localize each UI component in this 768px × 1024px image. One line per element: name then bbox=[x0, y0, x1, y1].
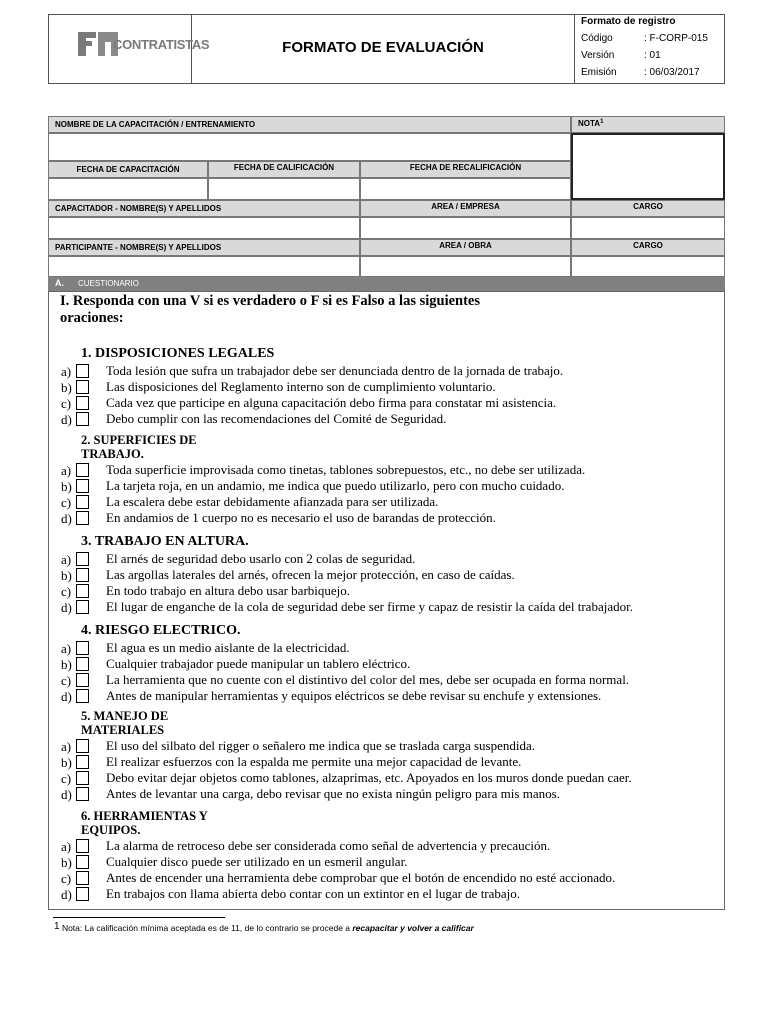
question-letter: b) bbox=[61, 568, 72, 583]
answer-box[interactable] bbox=[76, 641, 89, 655]
question-letter: b) bbox=[61, 855, 72, 870]
question-text: En trabajos con llama abierta debo contar con un extintor en el lugar de trabajo. bbox=[106, 886, 521, 901]
registro-value-version: : 01 bbox=[644, 50, 661, 61]
answer-box[interactable] bbox=[76, 364, 89, 378]
question-text: El realizar esfuerzos con la espalda me permite una mejor capacidad de levante. bbox=[106, 754, 522, 769]
fecha-recalificacion-field[interactable] bbox=[360, 178, 571, 200]
question-text: El uso del silbato del rigger o señalero me indica que se traslada carga suspendida. bbox=[106, 738, 535, 753]
answer-box[interactable] bbox=[76, 396, 89, 410]
question-text: Antes de encender una herramienta debe comprobar que el botón de encendido no esté accionado. bbox=[106, 870, 616, 885]
question-text: El arnés de seguridad debo usarlo con 2 colas de seguridad. bbox=[106, 551, 416, 566]
question-letter: c) bbox=[61, 584, 72, 599]
answer-box[interactable] bbox=[76, 568, 89, 582]
question-letter: d) bbox=[61, 412, 72, 427]
section-letter: A. bbox=[55, 278, 64, 288]
answer-box[interactable] bbox=[76, 887, 89, 901]
question-text: La tarjeta roja, en un andamio, me indica que puedo utilizarlo, pero con mucho cuidado. bbox=[106, 478, 565, 493]
question-letter: a) bbox=[61, 839, 72, 854]
answer-box[interactable] bbox=[76, 463, 89, 477]
registro-value-codigo: : F-CORP-015 bbox=[644, 33, 708, 44]
footnote bbox=[54, 923, 474, 934]
question-text: Las disposiciones del Reglamento interno son de cumplimiento voluntario. bbox=[106, 379, 496, 394]
area-obra-label: AREA / OBRA bbox=[360, 239, 571, 256]
answer-box[interactable] bbox=[76, 787, 89, 801]
answer-box[interactable] bbox=[76, 380, 89, 394]
question-group-title: 1. DISPOSICIONES LEGALES bbox=[81, 346, 275, 361]
question-text: Toda superficie improvisada como tinetas, tablones sobrepuestos, etc., no debe ser utilizada. bbox=[106, 462, 586, 477]
footnote-emphasis: recapacitar y volver a calificar bbox=[352, 923, 474, 933]
section-bar bbox=[48, 277, 725, 291]
question-text: Las argollas laterales del arnés, ofrecen la mejor protección, en caso de caídas. bbox=[106, 567, 515, 582]
capacitador-field[interactable] bbox=[48, 217, 360, 239]
registro-label-emision: Emisión bbox=[581, 67, 617, 78]
question-letter: d) bbox=[61, 787, 72, 802]
nombre-capacitacion-label: NOMBRE DE LA CAPACITACIÓN / ENTRENAMIENTO bbox=[48, 116, 571, 133]
question-text: La alarma de retroceso debe ser considerada como señal de advertencia y precaución. bbox=[106, 838, 551, 853]
question-letter: a) bbox=[61, 552, 72, 567]
question-text: Antes de levantar una carga, debo revisar que no exista ningún peligro para mis manos. bbox=[106, 786, 560, 801]
participante-field[interactable] bbox=[48, 256, 360, 277]
question-letter: b) bbox=[61, 479, 72, 494]
cargo-participante-field[interactable] bbox=[571, 256, 725, 277]
question-text: La escalera debe estar debidamente afianzada para ser utilizada. bbox=[106, 494, 439, 509]
question-group-title: 2. SUPERFICIES DE bbox=[81, 433, 197, 447]
question-letter: a) bbox=[61, 364, 72, 379]
question-text: Debo evitar dejar objetos como tablones, alzaprimas, etc. Apoyados en los muros donde puedan caer. bbox=[106, 770, 632, 785]
registro-value-emision: : 06/03/2017 bbox=[644, 67, 700, 78]
area-obra-field[interactable] bbox=[360, 256, 571, 277]
question-text: Cada vez que participe en alguna capacitación debo firma para constatar mi asistencia. bbox=[106, 395, 557, 410]
question-letter: a) bbox=[61, 463, 72, 478]
question-text: La herramienta que no cuente con el distintivo del color del mes, debe ser ocupada en forma normal. bbox=[106, 672, 630, 687]
cargo-participante-label: CARGO bbox=[571, 239, 725, 256]
answer-box[interactable] bbox=[76, 673, 89, 687]
question-text: Antes de manipular herramientas y equipos eléctricos se debe revisar su enchufe y extensiones. bbox=[106, 688, 602, 703]
instruction-line-1: I. Responda con una V si es verdadero o F si es Falso a las siguientes bbox=[60, 293, 481, 309]
question-letter: c) bbox=[61, 673, 72, 688]
question-text: Debo cumplir con las recomendaciones del Comité de Seguridad. bbox=[106, 411, 447, 426]
answer-box[interactable] bbox=[76, 495, 89, 509]
fecha-calificacion-label: FECHA DE CALIFICACIÓN bbox=[208, 161, 360, 178]
area-empresa-field[interactable] bbox=[360, 217, 571, 239]
question-letter: c) bbox=[61, 771, 72, 786]
answer-box[interactable] bbox=[76, 657, 89, 671]
question-text: El agua es un medio aislante de la electricidad. bbox=[106, 640, 350, 655]
logo-text: CONTRATISTAS bbox=[113, 37, 210, 52]
question-text: Cualquier disco puede ser utilizado en un esmeril angular. bbox=[106, 854, 408, 869]
cargo-capacitador-field[interactable] bbox=[571, 217, 725, 239]
question-letter: c) bbox=[61, 871, 72, 886]
question-group-title: EQUIPOS. bbox=[81, 823, 141, 837]
footnote-rule bbox=[53, 917, 225, 918]
question-group-title: 3. TRABAJO EN ALTURA. bbox=[81, 534, 249, 549]
question-text: En andamios de 1 cuerpo no es necesario el uso de barandas de protección. bbox=[106, 510, 496, 525]
question-group-title: 5. MANEJO DE bbox=[81, 709, 169, 723]
answer-box[interactable] bbox=[76, 552, 89, 566]
nota-field[interactable] bbox=[571, 133, 725, 200]
question-group-title: 4. RIESGO ELECTRICO. bbox=[81, 623, 241, 638]
question-letter: d) bbox=[61, 600, 72, 615]
question-text: El lugar de enganche de la cola de seguridad debe ser firme y capaz de resistir la caída del trabajador. bbox=[106, 599, 633, 614]
answer-box[interactable] bbox=[76, 584, 89, 598]
fecha-recalificacion-label: FECHA DE RECALIFICACIÓN bbox=[360, 161, 571, 178]
answer-box[interactable] bbox=[76, 689, 89, 703]
answer-box[interactable] bbox=[76, 739, 89, 753]
answer-box[interactable] bbox=[76, 479, 89, 493]
fecha-capacitacion-label: FECHA DE CAPACITACIÓN bbox=[48, 161, 208, 178]
question-letter: b) bbox=[61, 380, 72, 395]
instruction-line-2: oraciones: bbox=[60, 310, 124, 326]
question-group-title: MATERIALES bbox=[81, 723, 165, 737]
cargo-capacitador-label: CARGO bbox=[571, 200, 725, 217]
answer-box[interactable] bbox=[76, 755, 89, 769]
registro-title: Formato de registro bbox=[581, 16, 676, 27]
answer-box[interactable] bbox=[76, 839, 89, 853]
registro-label-codigo: Código bbox=[581, 33, 613, 44]
page-title: FORMATO DE EVALUACIÓN bbox=[282, 39, 484, 56]
fecha-calificacion-field[interactable] bbox=[208, 178, 360, 200]
question-letter: c) bbox=[61, 396, 72, 411]
answer-box[interactable] bbox=[76, 771, 89, 785]
footnote-text: Nota: La calificación mínima aceptada es de 11, de lo contrario se procede a bbox=[61, 923, 353, 933]
question-text: Cualquier trabajador puede manipular un tablero eléctrico. bbox=[106, 656, 411, 671]
answer-box[interactable] bbox=[76, 412, 89, 426]
question-letter: c) bbox=[61, 495, 72, 510]
question-letter: a) bbox=[61, 739, 72, 754]
answer-box[interactable] bbox=[76, 600, 89, 614]
question-letter: b) bbox=[61, 755, 72, 770]
answer-box[interactable] bbox=[76, 871, 89, 885]
nota-label: NOTA 1 bbox=[571, 116, 725, 133]
nombre-capacitacion-field[interactable] bbox=[48, 133, 571, 161]
area-empresa-label: AREA / EMPRESA bbox=[360, 200, 571, 217]
question-group-title: TRABAJO. bbox=[81, 447, 144, 461]
registro-label-version: Versión bbox=[581, 50, 615, 61]
question-text: En todo trabajo en altura debo usar barbiquejo. bbox=[106, 583, 351, 598]
question-text: Toda lesión que sufra un trabajador debe ser denunciada dentro de la jornada de trabajo. bbox=[106, 363, 564, 378]
answer-box[interactable] bbox=[76, 511, 89, 525]
question-letter: d) bbox=[61, 887, 72, 902]
question-letter: d) bbox=[61, 689, 72, 704]
participante-label: PARTICIPANTE - NOMBRE(S) Y APELLIDOS bbox=[48, 239, 360, 256]
answer-box[interactable] bbox=[76, 855, 89, 869]
question-letter: d) bbox=[61, 511, 72, 526]
question-letter: a) bbox=[61, 641, 72, 656]
section-title: CUESTIONARIO bbox=[78, 279, 139, 288]
capacitador-label: CAPACITADOR - NOMBRE(S) Y APELLIDOS bbox=[48, 200, 360, 217]
footnote-mark: 1 bbox=[54, 921, 60, 932]
question-group-title: 6. HERRAMIENTAS Y bbox=[81, 809, 208, 823]
question-letter: b) bbox=[61, 657, 72, 672]
fecha-capacitacion-field[interactable] bbox=[48, 178, 208, 200]
